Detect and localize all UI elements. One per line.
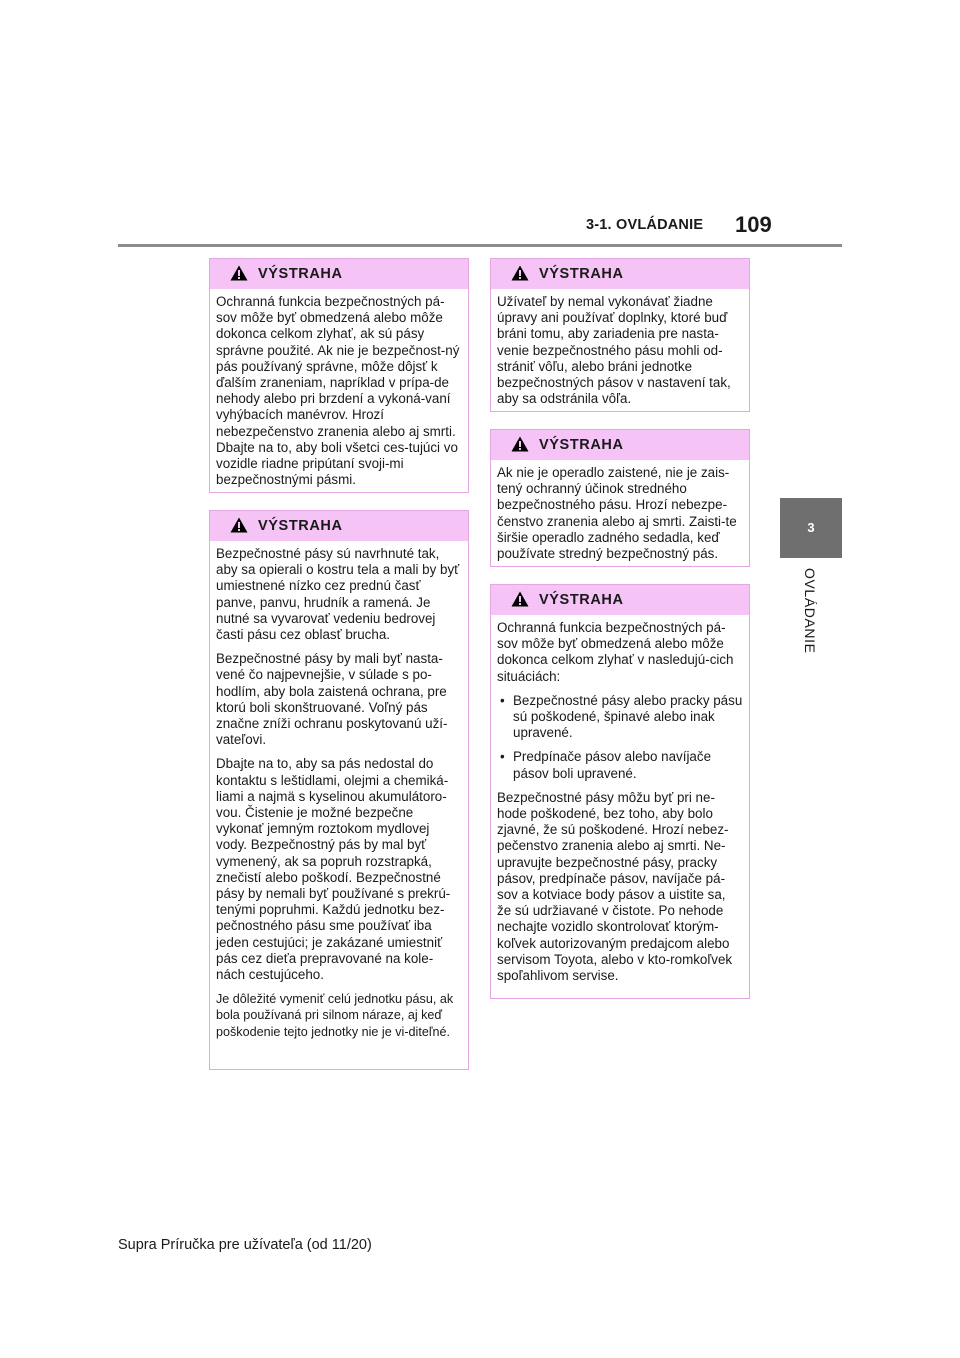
warning-triangle-icon (230, 265, 248, 281)
chapter-number: 3 (807, 520, 815, 535)
warning-title: VÝSTRAHA (258, 518, 343, 534)
warning-body (491, 615, 749, 990)
chapter-label: OVLÁDANIE (802, 568, 818, 654)
warning-box-5 (490, 584, 750, 999)
warning-title: VÝSTRAHA (539, 266, 624, 282)
warning-title: VÝSTRAHA (539, 437, 624, 453)
header-rule (118, 244, 842, 247)
warning-paragraph: Bezpečnostné pásy by mali byť nasta-vené čo najpevnejšie, v súlade s po-hodlím, aby bola zaistená ochrana, pre ktorú boli skonštruované. Voľný pás značne zníži ochranu poskytovanú uží-vateľovi. (216, 651, 448, 748)
warning-triangle-icon (511, 591, 529, 607)
warning-triangle-icon (511, 265, 529, 281)
warning-body (210, 541, 468, 1046)
warning-paragraph: Ak nie je operadlo zaistené, nie je zais-tený ochranný účinok stredného bezpečnostného pásu. Hrozí nebezpe-čenstvo zranenia alebo aj smrti. Zaisti-te širšie operadlo zadného sedadla, keď používate stredný bezpečnostný pás. (497, 465, 737, 562)
warning-triangle-icon (230, 517, 248, 533)
section-title: 3-1. OVLÁDANIE (586, 217, 704, 233)
warning-title: VÝSTRAHA (258, 266, 343, 282)
warning-paragraph: Ochranná funkcia bezpečnostných pá-sov môže byť obmedzená alebo môže dokonca celkom zlyhať, ak sú pásy správne použité. Ak nie je bezpečnost-ný pás používaný správne, môže dôjsť k ďalším zraneniam, napríklad v prípa-de nehody alebo pri brzdení a vykoná-vaní vyhýbacích manévrov. Hrozí nebezpečenstvo zranenia alebo aj smrti. Dbajte na to, aby boli všetci ces-tujúci vo vozidle riadne pripútaní svoji-mi bezpečnostnými pásmi. (216, 294, 460, 488)
warning-header (210, 259, 468, 289)
warning-header (491, 430, 749, 460)
warning-title: VÝSTRAHA (539, 592, 624, 608)
warning-triangle-icon (511, 436, 529, 452)
warning-box-4 (490, 429, 750, 567)
warning-box-2 (209, 510, 469, 1070)
warning-header (491, 259, 749, 289)
page-number: 109 (735, 212, 772, 237)
warning-box-3 (490, 258, 750, 412)
warning-bullet: • Predpínače pásov alebo navíjače pásov boli upravené. (497, 749, 743, 781)
warning-paragraph: Je dôležité vymeniť celú jednotku pásu, ak bola používaná pri silnom náraze, aj keď poškodenie tejto jednotky nie je vi-diteľné. (216, 992, 454, 1039)
footer-text: Supra Príručka pre užívateľa (od 11/20) (118, 1237, 372, 1253)
chapter-tab (780, 498, 842, 558)
warning-body (491, 460, 749, 568)
warning-intro: Ochranná funkcia bezpečnostných pá-sov môže byť obmedzená alebo môže dokonca celkom zlyhať v nasledujú-cich situáciách: (497, 620, 734, 684)
warning-outro: Bezpečnostné pásy môžu byť pri ne-hode poškodené, bez toho, aby bolo zjavné, že sú poškodené. Hrozí nebez-pečenstvo zranenia alebo aj smrti. Ne-upravujte bezpečnostné pásy, pracky pásov, predpínače pásov, navíjače pá-sov a kotviace body pásov a uistite sa, že sú udržiavané v čistote. Po nehode nechajte vozidlo skontrolovať ktorým-koľvek autorizovaným predajcom alebo servisom Toyota, alebo v kto-romkoľvek spoľahlivom servise. (497, 789, 733, 984)
warning-header (210, 511, 468, 541)
warning-paragraph: Dbajte na to, aby sa pás nedostal do kontaktu s leštidlami, olejmi a chemiká-liami a najmä s kyselinou akumulátoro-vou. Čistenie je možné bezpečne vykonať jemným roztokom mydlovej vody. Bezpečnostný pás by mal byť vymenený, ak sa popruh rozstrapká, znečistí alebo poškodí. Bezpečnostné pásy by nemali byť používané s prekrú-tenými popruhmi. Každú jednotku bez-pečnostného pásu sme používať iba jeden cestujúci; je zakázané umiestniť pás cez dieťa prepravované na kole-nách cestujúceho. (216, 756, 451, 983)
warning-bullet: • Bezpečnostné pásy alebo pracky pásu sú poškodené, špinavé alebo inak upravené. (497, 693, 743, 742)
warning-body (491, 289, 749, 413)
warning-body (210, 289, 468, 494)
warning-box-1 (209, 258, 469, 493)
warning-paragraph: Bezpečnostné pásy sú navrhnuté tak, aby sa opierali o kostru tela a mali by byť umiestnené nízko cez prednú časť panve, panvu, hrudník a ramená. Je nutné sa vyvarovať vedeniu bedrovej časti pásu cez oblasť brucha. (216, 546, 460, 643)
warning-header (491, 585, 749, 615)
warning-paragraph: Užívateľ by nemal vykonávať žiadne úpravy ani používať doplnky, ktoré buď bráni tomu, aby zariadenia pre nasta-venie bezpečnostného pásu mohli od-strániť vôľu, alebo bráni jednotke bezpečnostných pásov v nastavení tak, aby sa odstránila vôľa. (497, 294, 731, 407)
